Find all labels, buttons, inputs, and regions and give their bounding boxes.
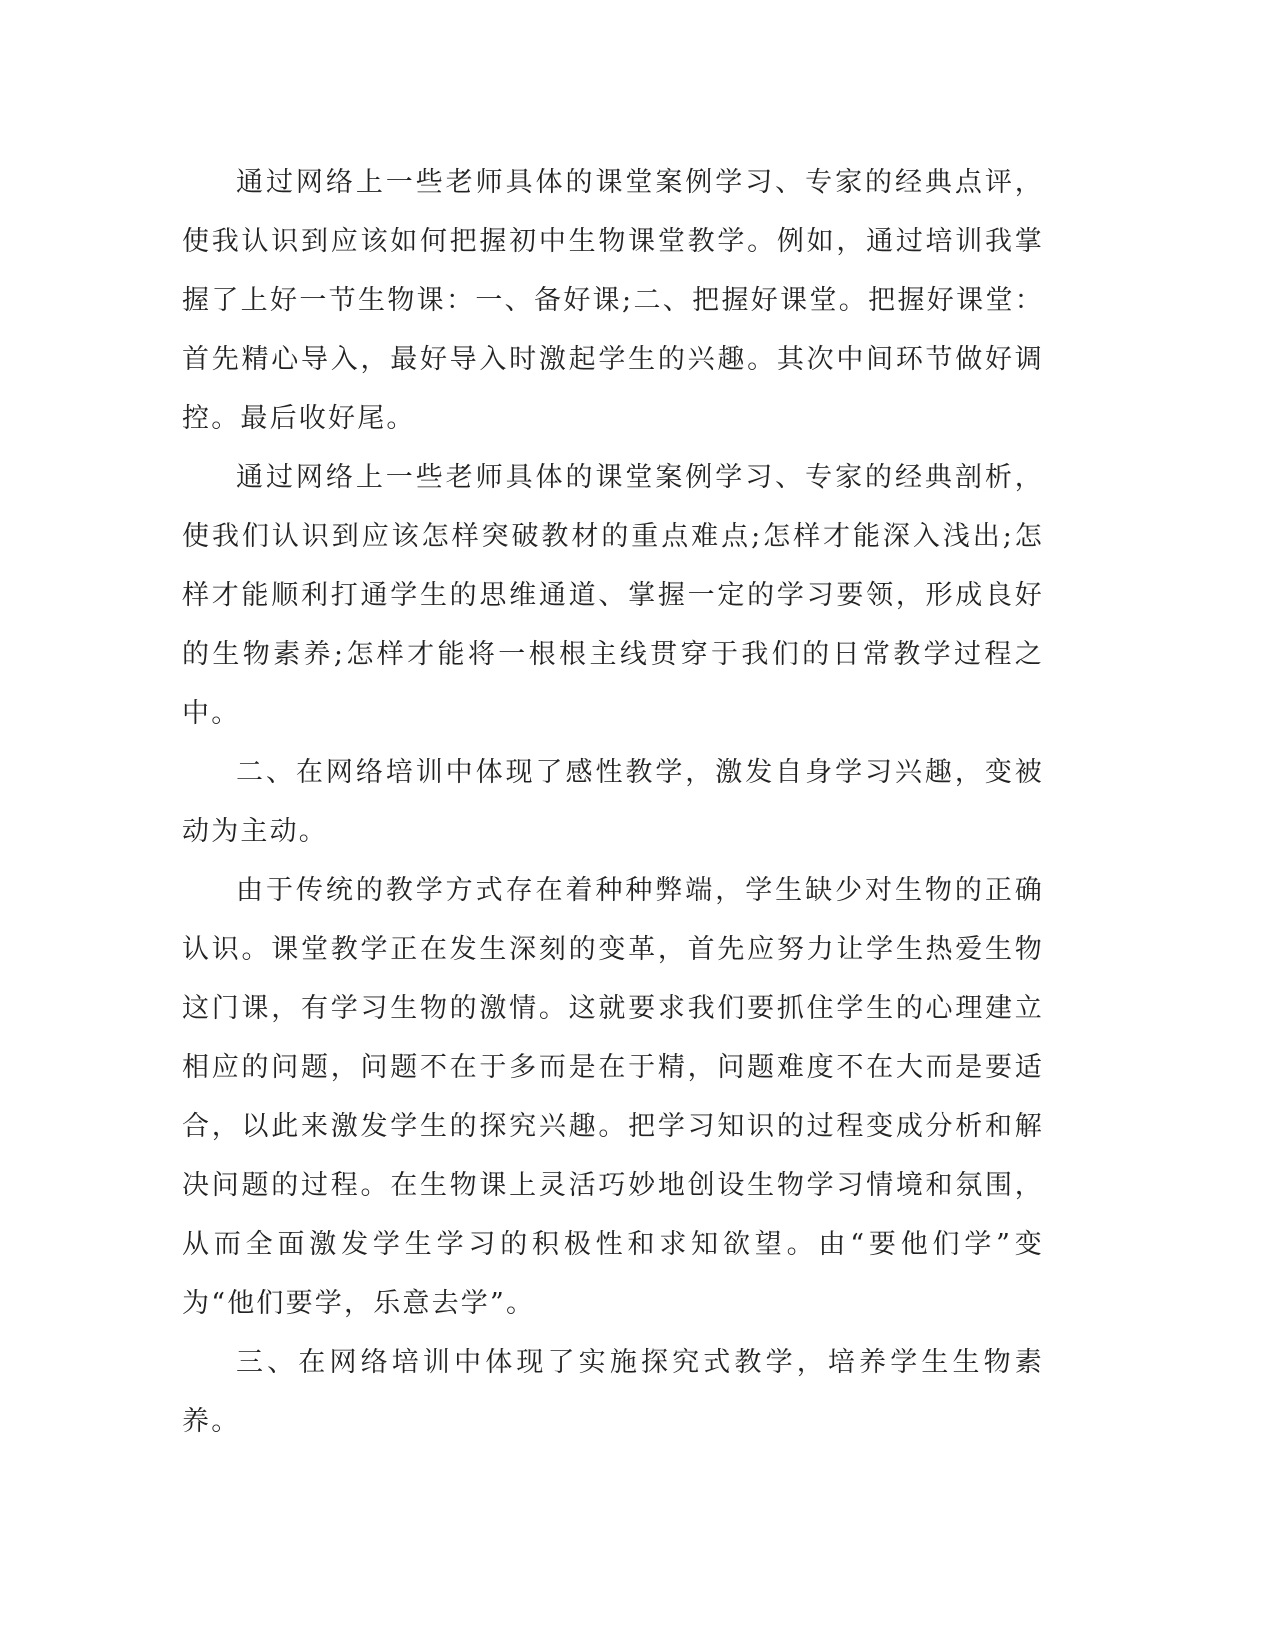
paragraph-3: 二、在网络培训中体现了感性教学，激发自身学习兴趣，变被动为主动。 <box>182 757 1044 847</box>
paragraph-4: 由于传统的教学方式存在着种种弊端，学生缺少对生物的正确认识。课堂教学正在发生深刻的变革，首先应努力让学生热爱生物这门课，有学习生物的激情。这就要求我们要抓住学生的心理建立相应的问题，问题不在于多而是在于精，问题难度不在大而是要适合，以此来激发学生的探究兴趣。把学习知识的过程变成分析和解决问题的过程。在生物课上灵活巧妙地创设生物学习情境和氛围，从而全面激发学生学习的积极性和求知欲望。由“要他们学”变为“他们要学，乐意去学”。 <box>182 875 1044 1319</box>
document-body <box>182 153 1044 1451</box>
paragraph-2: 通过网络上一些老师具体的课堂案例学习、专家的经典剖析，使我们认识到应该怎样突破教材的重点难点;怎样才能深入浅出;怎样才能顺利打通学生的思维通道、掌握一定的学习要领，形成良好的生物素养;怎样才能将一根根主线贯穿于我们的日常教学过程之中。 <box>182 462 1044 729</box>
paragraph-5: 三、在网络培训中体现了实施探究式教学，培养学生生物素养。 <box>182 1347 1044 1437</box>
paragraph-1: 通过网络上一些老师具体的课堂案例学习、专家的经典点评，使我认识到应该如何把握初中生物课堂教学。例如，通过培训我掌握了上好一节生物课：一、备好课;二、把握好课堂。把握好课堂：首先精心导入，最好导入时激起学生的兴趣。其次中间环节做好调控。最后收好尾。 <box>182 167 1044 434</box>
